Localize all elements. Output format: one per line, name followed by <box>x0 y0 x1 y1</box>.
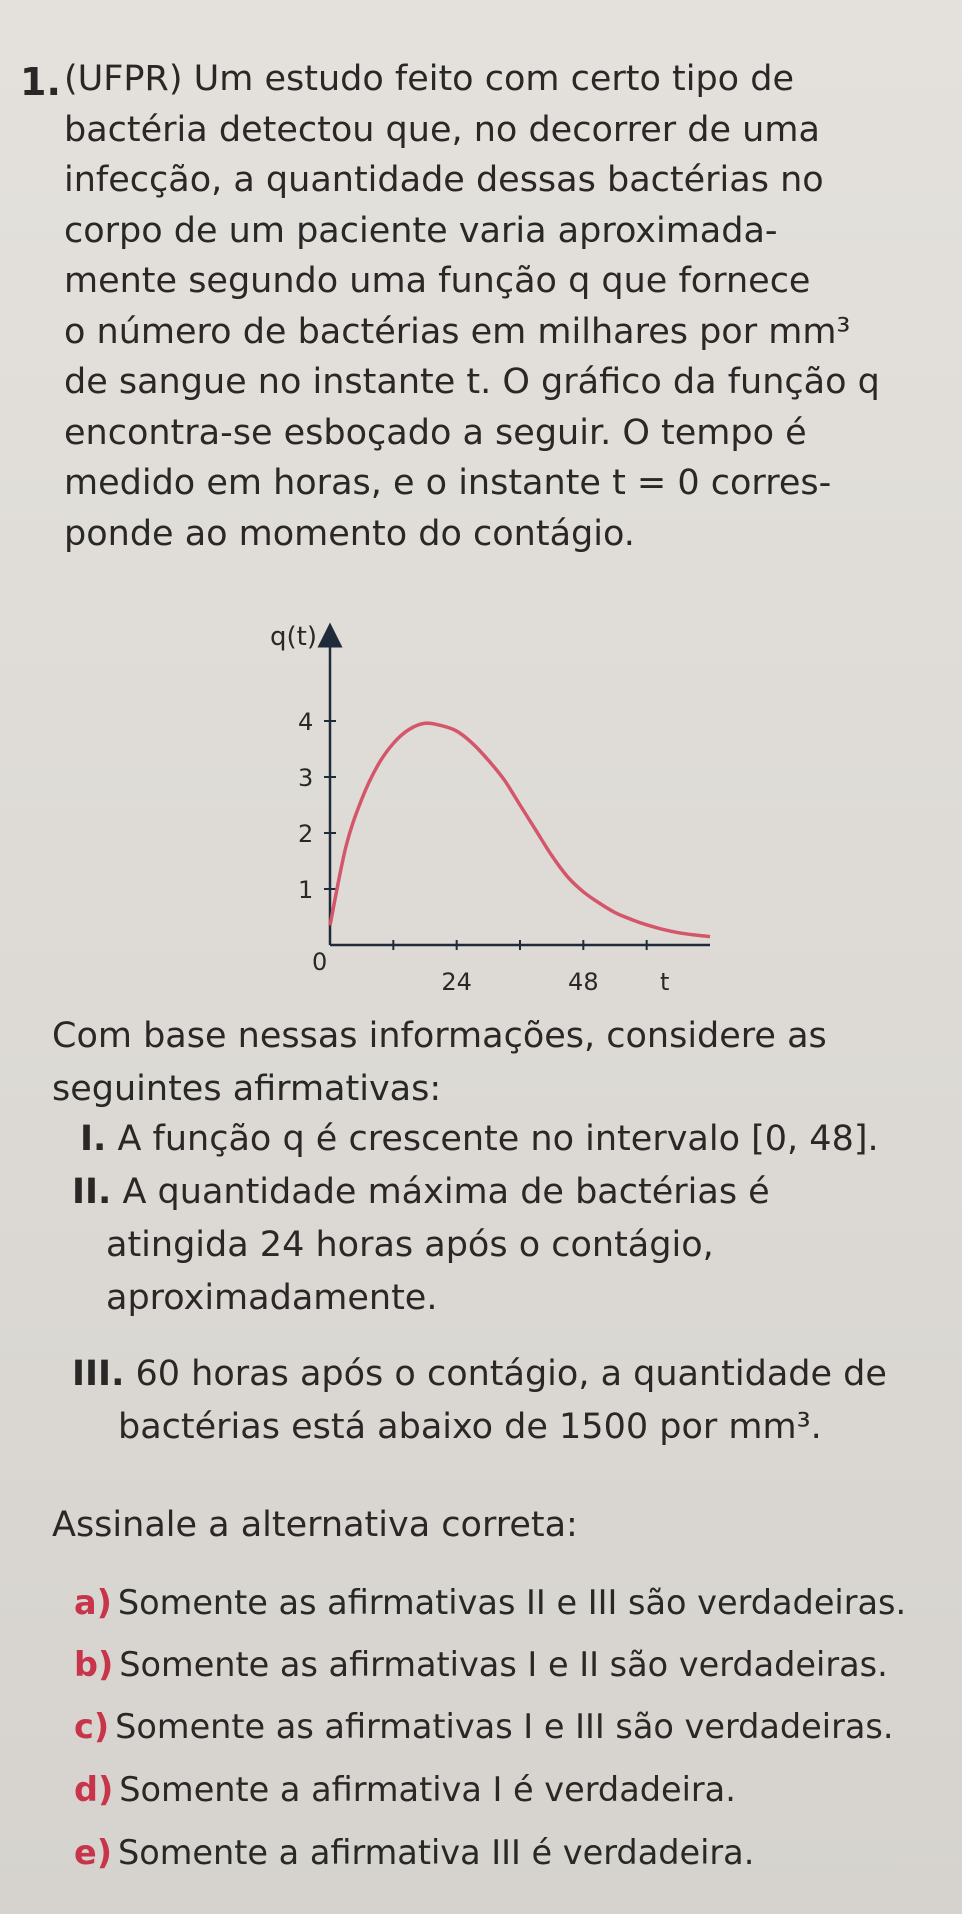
y-axis-label: q(t) <box>270 622 317 652</box>
intro-text: Com base nessas informações, considere as seguintes afirmativas: <box>52 1016 827 1109</box>
question-line: encontra-se esboçado a seguir. O tempo é <box>64 412 807 453</box>
option-letter: a) <box>74 1583 112 1622</box>
question-line: (UFPR) Um estudo feito com certo tipo de <box>64 59 794 99</box>
statement-1 <box>80 1113 879 1166</box>
q-curve <box>330 723 710 937</box>
x-tick-label: 24 <box>441 968 472 996</box>
statement-line: bactérias está abaixo de 1500 por mm³. <box>118 1407 822 1447</box>
option-text: Somente as afirmativas I e III são verdadeiras. <box>115 1707 894 1746</box>
y-tick-label: 3 <box>298 764 314 792</box>
statement-line: A função q é crescente no intervalo [0, 48]. <box>117 1119 879 1159</box>
statement-number: III. <box>72 1354 125 1394</box>
question-line: corpo de um paciente varia aproximada- <box>64 210 778 251</box>
question-line: bactéria detectou que, no decorrer de uma <box>64 109 820 150</box>
statement-number: I. <box>80 1119 107 1159</box>
statement-line: aproximadamente. <box>106 1278 438 1318</box>
option-text: Somente a afirmativa III é verdadeira. <box>118 1833 755 1872</box>
question-number: 1. <box>20 60 61 104</box>
y-tick-label: 4 <box>298 708 314 736</box>
question-text <box>64 54 924 559</box>
option-letter: c) <box>74 1707 110 1746</box>
question-line: ponde ao momento do contágio. <box>64 513 635 554</box>
statement-line: atingida 24 horas após o contágio, <box>106 1225 714 1265</box>
statement-2 <box>72 1166 770 1325</box>
option-c[interactable] <box>74 1707 894 1746</box>
option-text: Somente a afirmativa I é verdadeira. <box>119 1770 736 1809</box>
statement-number: II. <box>72 1172 112 1212</box>
option-d[interactable] <box>74 1770 736 1809</box>
x-axis-label: t <box>660 968 670 996</box>
option-b[interactable] <box>74 1645 888 1684</box>
option-e[interactable] <box>74 1833 754 1872</box>
statement-line: A quantidade máxima de bactérias é <box>122 1172 770 1212</box>
x-ticks <box>393 940 646 996</box>
option-letter: d) <box>74 1770 114 1809</box>
option-a[interactable] <box>74 1583 906 1622</box>
instruction-text: Assinale a alternativa correta: <box>52 1505 578 1545</box>
question-line: infecção, a quantidade dessas bactérias no <box>64 160 824 200</box>
statement-3 <box>72 1348 887 1454</box>
question-line: medido em horas, e o instante t = 0 corres- <box>64 463 832 503</box>
option-text: Somente as afirmativas II e III são verdadeiras. <box>117 1583 907 1622</box>
option-text: Somente as afirmativas I e II são verdadeiras. <box>119 1645 888 1684</box>
question-line: o número de bactérias em milhares por mm³ <box>64 311 851 352</box>
option-letter: b) <box>74 1645 114 1684</box>
option-letter: e) <box>74 1833 113 1872</box>
y-tick-label: 1 <box>298 876 314 904</box>
y-tick-label: 2 <box>298 820 314 848</box>
origin-label: 0 <box>312 948 328 976</box>
question-line: mente segundo uma função q que fornece <box>64 261 811 301</box>
x-tick-label: 48 <box>568 968 599 996</box>
question-line: de sangue no instante t. O gráfico da função q <box>64 362 880 402</box>
statement-line: 60 horas após o contágio, a quantidade de <box>135 1354 887 1394</box>
function-graph <box>230 615 720 1010</box>
